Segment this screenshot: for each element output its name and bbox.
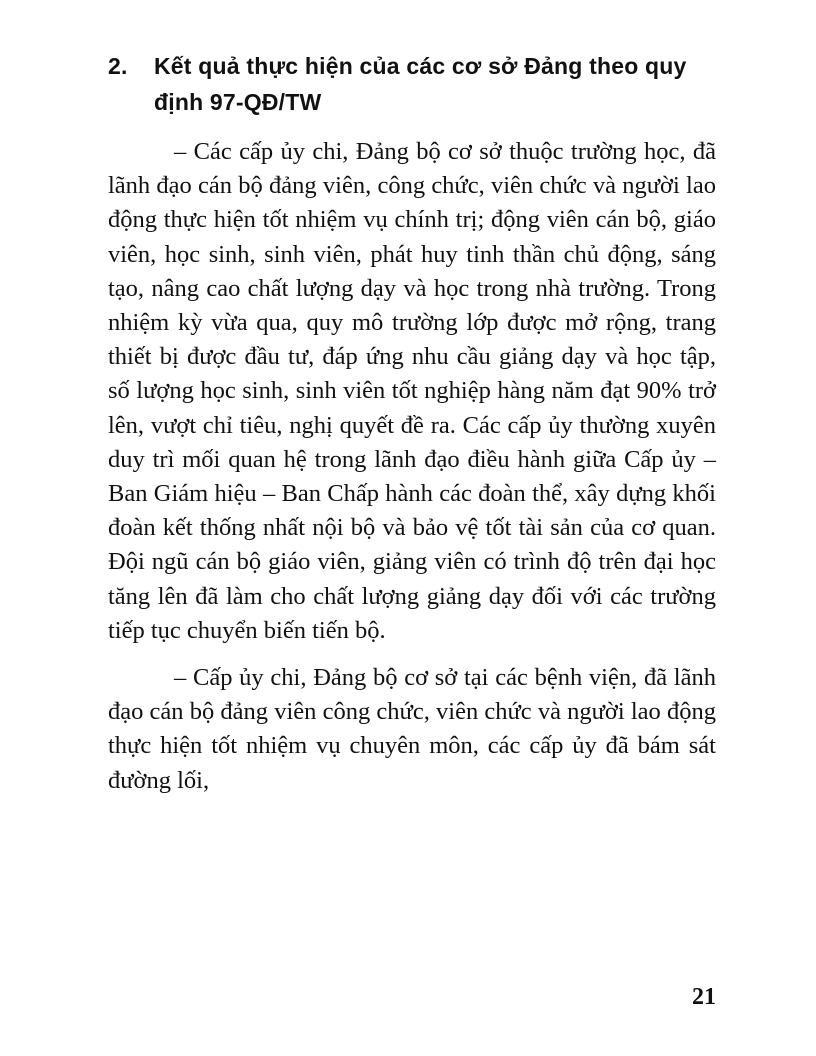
- document-page: [108, 48, 716, 798]
- page-number: 21: [692, 984, 716, 1010]
- section-heading: [108, 48, 716, 120]
- section-number: 2.: [108, 53, 128, 79]
- paragraph-schools: – Các cấp ủy chi, Đảng bộ cơ sở thuộc trường học, đã lãnh đạo cán bộ đảng viên, công chức, viên chức và người lao động thực hiện tốt nhiệm vụ chính trị; động viên cán bộ, giáo viên, học sinh, sinh viên, phát huy tinh thần chủ động, sáng tạo, nâng cao chất lượng dạy và học trong nhà trường. Trong nhiệm kỳ vừa qua, quy mô trường lớp được mở rộng, trang thiết bị được đầu tư, đáp ứng nhu cầu giảng dạy và học tập, số lượng học sinh, sinh viên tốt nghiệp hàng năm đạt 90% trở lên, vượt chỉ tiêu, nghị quyết đề ra. Các cấp ủy thường xuyên duy trì mối quan hệ trong lãnh đạo điều hành giữa Cấp ủy – Ban Giám hiệu – Ban Chấp hành các đoàn thể, xây dựng khối đoàn kết thống nhất nội bộ và bảo vệ tốt tài sản của cơ quan. Đội ngũ cán bộ giáo viên, giảng viên có trình độ trên đại học tăng lên đã làm cho chất lượng giảng dạy đối với các trường tiếp tục chuyển biến tiến bộ.: [108, 138, 716, 644]
- paragraph-hospitals: – Cấp ủy chi, Đảng bộ cơ sở tại các bệnh viện, đã lãnh đạo cán bộ đảng viên công chức, viên chức và người lao động thực hiện tốt nhiệm vụ chuyên môn, các cấp ủy đã bám sát đường lối,: [108, 664, 716, 794]
- section-title: Kết quả thực hiện của các cơ sở Đảng theo quy định 97-QĐ/TW: [154, 53, 687, 115]
